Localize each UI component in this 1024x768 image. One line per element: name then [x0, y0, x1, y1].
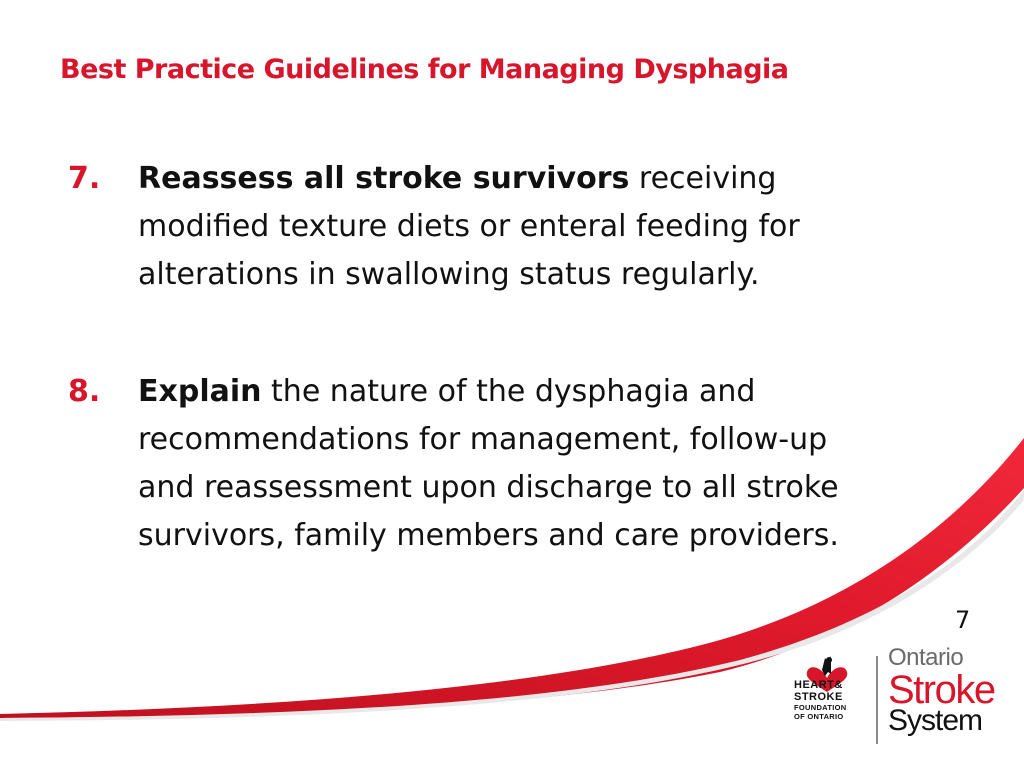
heart-and-stroke-wordmark [794, 680, 846, 721]
item-text [138, 155, 888, 299]
item-body: the nature of the dysphagia and recommendations for management, follow-up and reassessment upon discharge to all stroke survivors, family members and care providers. [138, 374, 839, 553]
logo-divider [876, 656, 878, 744]
item-number: 8. [68, 374, 101, 409]
item-emphasis: Explain [138, 374, 262, 409]
oss-line-stroke: Stroke [888, 668, 995, 712]
page-number: 7 [955, 606, 971, 634]
hsf-line-3: FOUNDATION [794, 703, 847, 712]
hsf-line-4: OF ONTARIO [794, 712, 844, 721]
item-text [138, 368, 888, 560]
guideline-item-8 [68, 368, 888, 560]
item-body: receiving modified texture diets or enteral feeding for alterations in swallowing status regularly. [138, 161, 800, 292]
oss-line-ontario: Ontario [888, 644, 964, 671]
oss-line-system: System [888, 704, 983, 737]
hsf-line-2: STROKE [794, 690, 843, 703]
item-number: 7. [68, 161, 101, 196]
ontario-stroke-system-logo [888, 646, 995, 736]
item-emphasis: Reassess all stroke survivors [138, 161, 630, 196]
guideline-item-7 [68, 155, 888, 299]
slide-title: Best Practice Guidelines for Managing Dysphagia [60, 54, 789, 85]
hsf-line-1: HEART& [794, 679, 843, 691]
